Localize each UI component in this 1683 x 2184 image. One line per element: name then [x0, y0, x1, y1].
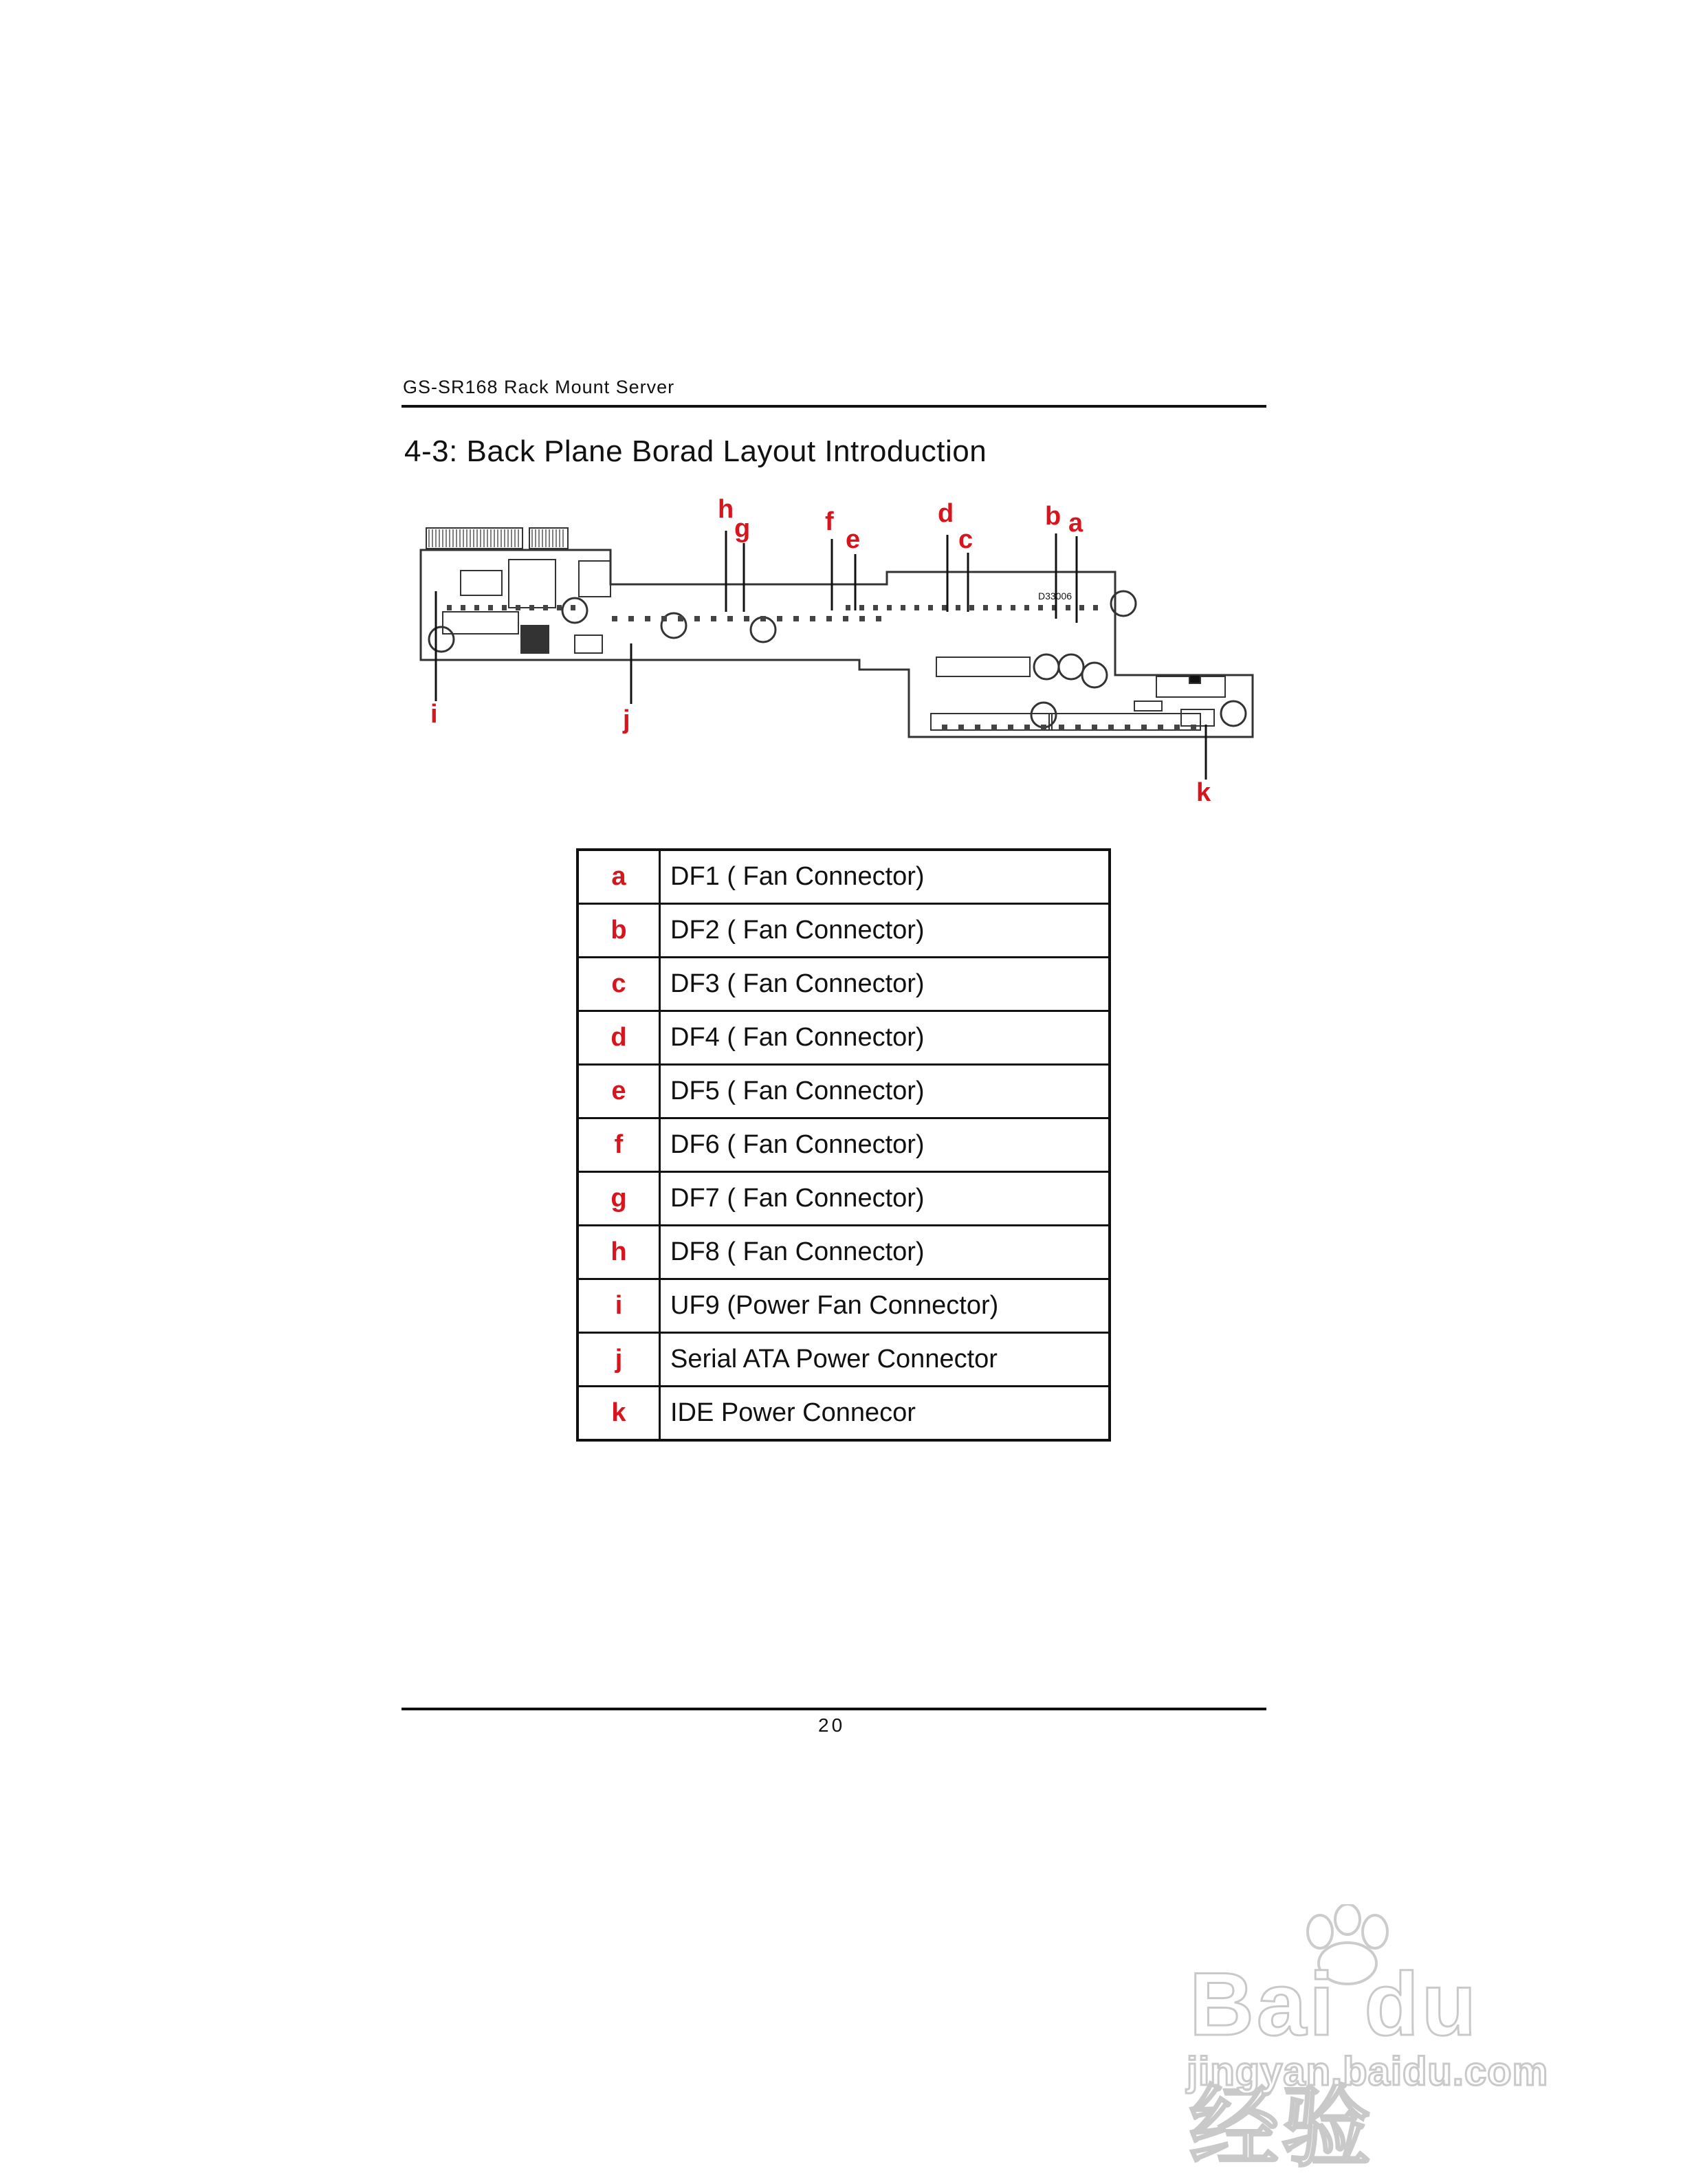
smd-part — [1125, 725, 1130, 730]
smd-part — [678, 616, 683, 621]
legend-desc: Serial ATA Power Connector — [660, 1333, 1110, 1387]
smd-part — [1075, 725, 1081, 730]
legend-key: k — [578, 1387, 660, 1441]
legend-key: e — [578, 1065, 660, 1118]
smd-part — [969, 605, 974, 610]
legend-key: h — [578, 1226, 660, 1279]
legend-desc: DF7 ( Fan Connector) — [660, 1172, 1110, 1226]
smd-part — [612, 616, 617, 621]
smd-part — [991, 725, 997, 730]
callout-label-g: g — [734, 514, 751, 543]
legend-key: c — [578, 958, 660, 1011]
smd-part — [1108, 725, 1114, 730]
legend-desc: DF2 ( Fan Connector) — [660, 904, 1110, 958]
table-row — [578, 1172, 1110, 1226]
table-row — [578, 1333, 1110, 1387]
table-row — [578, 850, 1110, 904]
smd-part — [958, 725, 964, 730]
smd-part — [502, 605, 507, 610]
smd-part — [447, 605, 452, 610]
legend-desc: DF3 ( Fan Connector) — [660, 958, 1110, 1011]
smd-part — [846, 605, 850, 610]
smd-part — [826, 616, 832, 621]
legend-key: a — [578, 850, 660, 904]
smd-part — [645, 616, 650, 621]
smd-part — [1041, 725, 1046, 730]
legend-desc: DF6 ( Fan Connector) — [660, 1118, 1110, 1172]
legend-desc: DF4 ( Fan Connector) — [660, 1011, 1110, 1065]
callout-label-e: e — [846, 525, 861, 554]
smd-part — [711, 616, 716, 621]
smd-part — [529, 605, 534, 610]
legend-desc: UF9 (Power Fan Connector) — [660, 1279, 1110, 1333]
smd-part — [956, 605, 960, 610]
legend-key: g — [578, 1172, 660, 1226]
smd-part — [901, 605, 905, 610]
smd-part — [975, 725, 980, 730]
callout-label-h: h — [718, 495, 734, 524]
table-row — [578, 1226, 1110, 1279]
baidu-watermark — [1162, 1904, 1588, 2177]
smd-part — [543, 605, 548, 610]
callout-label-k: k — [1196, 778, 1211, 807]
smd-part — [760, 616, 766, 621]
board-drawing — [406, 495, 1272, 818]
table-row — [578, 904, 1110, 958]
table-row — [578, 958, 1110, 1011]
smd-part — [1011, 605, 1015, 610]
smd-part — [1191, 725, 1196, 730]
section-title: 4-3: Back Plane Borad Layout Introduction — [404, 434, 987, 468]
smd-part — [744, 616, 749, 621]
watermark-brand: Bai du 经验 — [1189, 1954, 1480, 2177]
legend-key: j — [578, 1333, 660, 1387]
smd-part — [793, 616, 799, 621]
smd-part — [777, 616, 782, 621]
smd-part — [1024, 605, 1029, 610]
callout-label-b: b — [1045, 502, 1062, 531]
smd-part — [876, 616, 881, 621]
smd-part — [571, 605, 575, 610]
smd-part — [859, 605, 864, 610]
smd-part — [1092, 725, 1097, 730]
smd-part — [694, 616, 700, 621]
smd-part — [1038, 605, 1043, 610]
board-silkscreen-code: D33006 — [1038, 591, 1072, 602]
smd-part — [661, 616, 667, 621]
smd-part — [942, 605, 947, 610]
smd-part — [1174, 725, 1180, 730]
callout-label-f: f — [825, 507, 834, 536]
smd-part — [474, 605, 479, 610]
smd-part — [810, 616, 815, 621]
legend-key: f — [578, 1118, 660, 1172]
header-rule — [402, 405, 1266, 408]
smd-part — [843, 616, 848, 621]
smd-part — [859, 616, 865, 621]
smd-part — [461, 605, 465, 610]
smd-part — [1024, 725, 1030, 730]
callout-label-i: i — [430, 700, 438, 729]
table-row — [578, 1011, 1110, 1065]
smd-part — [628, 616, 634, 621]
smd-part — [1158, 725, 1163, 730]
legend-desc: DF1 ( Fan Connector) — [660, 850, 1110, 904]
watermark-url: jingyan.baidu.com — [1187, 2049, 1549, 2094]
smd-part — [983, 605, 988, 610]
smd-part — [1141, 725, 1147, 730]
page-number: 20 — [818, 1714, 846, 1736]
legend-desc: DF5 ( Fan Connector) — [660, 1065, 1110, 1118]
table-row — [578, 1118, 1110, 1172]
table-row — [578, 1279, 1110, 1333]
smd-part — [557, 605, 562, 610]
legend-key: d — [578, 1011, 660, 1065]
page-header-title: GS-SR168 Rack Mount Server — [403, 377, 675, 397]
legend-desc: DF8 ( Fan Connector) — [660, 1226, 1110, 1279]
callout-label-a: a — [1068, 509, 1084, 538]
table-row — [578, 1387, 1110, 1441]
connector-legend-table — [576, 848, 1111, 1442]
table-row — [578, 1065, 1110, 1118]
smd-part — [727, 616, 733, 621]
callout-label-c: c — [958, 525, 974, 554]
smd-part — [1008, 725, 1013, 730]
smd-part — [942, 725, 947, 730]
smd-part — [488, 605, 493, 610]
legend-key: i — [578, 1279, 660, 1333]
smd-part — [873, 605, 878, 610]
smd-part — [997, 605, 1002, 610]
legend-key: b — [578, 904, 660, 958]
smd-part — [1079, 605, 1084, 610]
legend-desc: IDE Power Connecor — [660, 1387, 1110, 1441]
edge-connector-pins — [429, 529, 563, 547]
callout-label-d: d — [938, 499, 954, 528]
smd-part — [928, 605, 933, 610]
edge-connector — [426, 528, 568, 549]
smd-part — [1093, 605, 1098, 610]
smd-part — [1059, 725, 1064, 730]
smd-part — [914, 605, 919, 610]
smd-part — [516, 605, 520, 610]
callout-label-j: j — [623, 705, 630, 734]
smd-part — [887, 605, 892, 610]
smd-part — [1066, 605, 1070, 610]
backplane-board-diagram — [406, 495, 1272, 818]
footer-rule — [402, 1708, 1266, 1710]
